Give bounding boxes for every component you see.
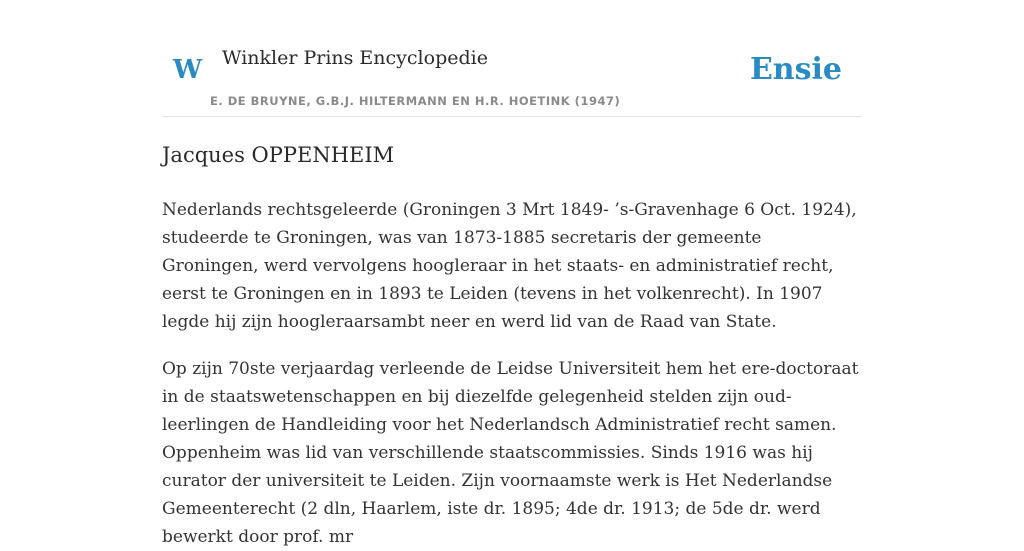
publication-title[interactable]: Winkler Prins Encyclopedie xyxy=(222,47,488,69)
article-title: Jacques OPPENHEIM xyxy=(162,143,395,167)
header xyxy=(162,0,862,117)
publication-logo-icon[interactable]: W xyxy=(173,55,203,85)
article-paragraph: Op zijn 70ste verjaardag verleende de Leidse Universiteit hem het ere-doctoraat in de staatswetenschappen en bij diezelfde gelegenheid stelden zijn oud-leerlingen de Handleiding voor het Nederlandsch Administratief recht samen. Oppenheim was lid van verschillende staatscommissies. Sinds 1916 was hij curator der universiteit te Leiden. Zijn voornaamste werk is Het Nederlandse Gemeenterecht (2 dln, Haarlem, iste dr. 1895; 4de dr. 1913; de 5de dr. werd bewerkt door prof. mr xyxy=(162,359,859,547)
article xyxy=(162,136,862,551)
article-paragraph: Nederlands rechtsgeleerde (Groningen 3 Mrt 1849- ’s-Gravenhage 6 Oct. 1924), studeerde te Groningen, was van 1873-1885 secretaris der gemeente Groningen, werd vervolgens hoogleraar in het staats- en administratief recht, eerst te Groningen en in 1893 te Leiden (tevens in het volkenrecht). In 1907 legde hij zijn hoogleraarsambt neer en werd lid van de Raad van State. xyxy=(162,200,857,332)
publication-authors: E. DE BRUYNE, G.B.J. HILTERMANN EN H.R. HOETINK (1947) xyxy=(210,94,621,108)
ensie-brand-logo[interactable]: Ensie xyxy=(749,52,842,87)
